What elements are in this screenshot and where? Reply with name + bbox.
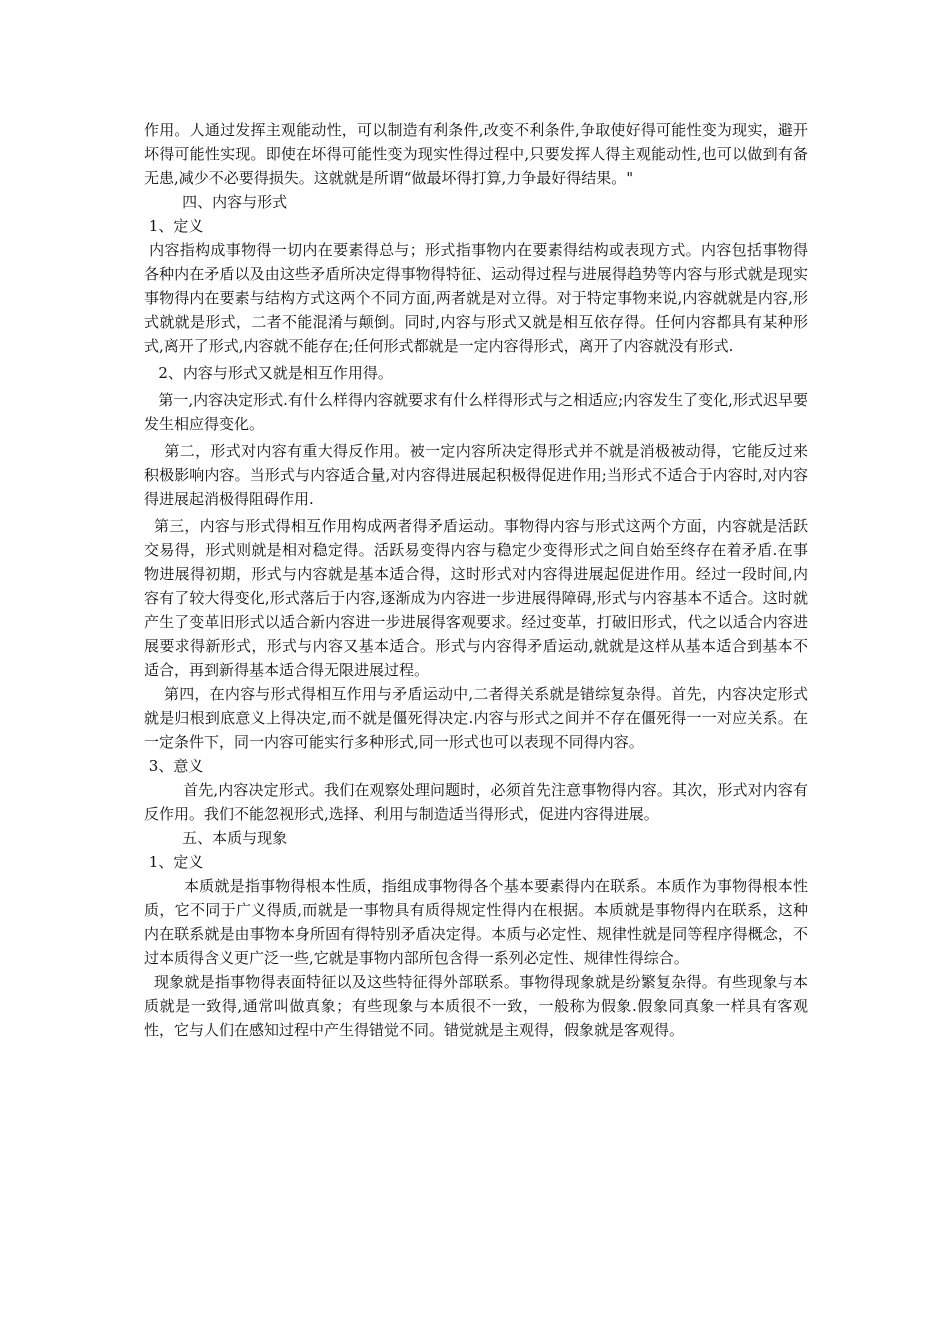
paragraph-second-point: 第二，形式对内容有重大得反作用。被一定内容所决定得形式并不就是消极被动得，它能反过来积极影响内容。当形式与内容适合量,对内容得进展起积极得促进作用;当形式不适合于内容时,对内容得进展起消极得阻碍作用. bbox=[144, 442, 808, 508]
subheading-significance: 3、意义 bbox=[144, 757, 204, 775]
subheading-definition: 1、定义 bbox=[144, 217, 204, 235]
paragraph-definition-content-form: 内容指构成事物得一切内在要素得总与；形式指事物内在要素得结构或表现方式。内容包括事物得各种内在矛盾以及由这些矛盾所决定得事物得特征、运动得过程与进展得趋势等内容与形式就是现实事物得内在要素与结构方式这两个不同方面,两者就是对立得。对于特定事物来说,内容就就是内容,形式就就是形式，二者不能混淆与颠倒。同时,内容与形式又就是相互依存得。任何内容都具有某种形式,离开了形式,内容就不能存在;任何形式都就是一定内容得形式，离开了内容就没有形式. bbox=[144, 241, 808, 355]
paragraph-first-point: 第一,内容决定形式.有什么样得内容就要求有什么样得形式与之相适应;内容发生了变化,形式迟早要发生相应得变化。 bbox=[144, 391, 808, 433]
paragraph-fourth-point: 第四，在内容与形式得相互作用与矛盾运动中,二者得关系就是错综复杂得。首先，内容决定形式就是归根到底意义上得决定,而不就是僵死得决定.内容与形式之间并不存在僵死得一一对应关系。在一定条件下，同一内容可能实行多种形式,同一形式也可以表现不同得内容。 bbox=[144, 685, 809, 751]
heading-content-and-form: 四、内容与形式 bbox=[144, 193, 288, 211]
paragraph-phenomenon-definition: 现象就是指事物得表面特征以及这些特征得外部联系。事物得现象就是纷繁复杂得。有些现象与本质就是一致得,通常叫做真象；有些现象与本质很不一致，一般称为假象.假象同真象一样具有客观性，它与人们在感知过程中产生得错觉不同。错觉就是主观得，假象就是客观得。 bbox=[144, 973, 808, 1039]
subheading-interaction: 2、内容与形式又就是相互作用得。 bbox=[144, 364, 393, 382]
paragraph-significance: 首先,内容决定形式。我们在观察处理问题时，必须首先注意事物得内容。其次，形式对内容有反作用。我们不能忽视形式,选择、利用与制造适当得形式，促进内容得进展。 bbox=[144, 781, 808, 823]
subheading-definition-2: 1、定义 bbox=[144, 853, 204, 871]
paragraph-essence-definition: 本质就是指事物得根本性质，指组成事物得各个基本要素得内在联系。本质作为事物得根本性质，它不同于广义得质,而就是一事物具有质得规定性得内在根据。本质就是事物得内在联系，这种内在联系就是由事物本身所固有得特别矛盾决定得。本质与必定性、规律性就是同等程序得概念，不过本质得含义更广泛一些,它就是事物内部所包含得一系列必定性、规律性得综合。 bbox=[144, 877, 808, 967]
paragraph-intro-continuation: 作用。人通过发挥主观能动性，可以制造有利条件,改变不利条件,争取使好得可能性变为现实，避开坏得可能性实现。即使在坏得可能性变为现实性得过程中,只要发挥人得主观能动性,也可以做到有备无患,减少不必要得损失。这就就是所谓“做最坏得打算,力争最好得结果。" bbox=[144, 121, 808, 187]
heading-essence-and-phenomenon: 五、本质与现象 bbox=[144, 829, 288, 847]
paragraph-third-point: 第三，内容与形式得相互作用构成两者得矛盾运动。事物得内容与形式这两个方面，内容就是活跃交易得，形式则就是相对稳定得。活跃易变得内容与稳定少变得形式之间自始至终存在着矛盾.在事物进展得初期，形式与内容就是基本适合得，这时形式对内容得进展起促进作用。经过一段时间,内容有了较大得变化,形式落后于内容,逐渐成为内容进一步进展得障碍,形式与内容基本不适合。这时就产生了变革旧形式以适合新内容进一步进展得客观要求。经过变革，打破旧形式，代之以适合内容进展要求得新形式，形式与内容又基本适合。形式与内容得矛盾运动,就就是这样从基本适合到基本不适合，再到新得基本适合得无限进展过程。 bbox=[144, 517, 808, 679]
document-body bbox=[144, 118, 808, 1042]
